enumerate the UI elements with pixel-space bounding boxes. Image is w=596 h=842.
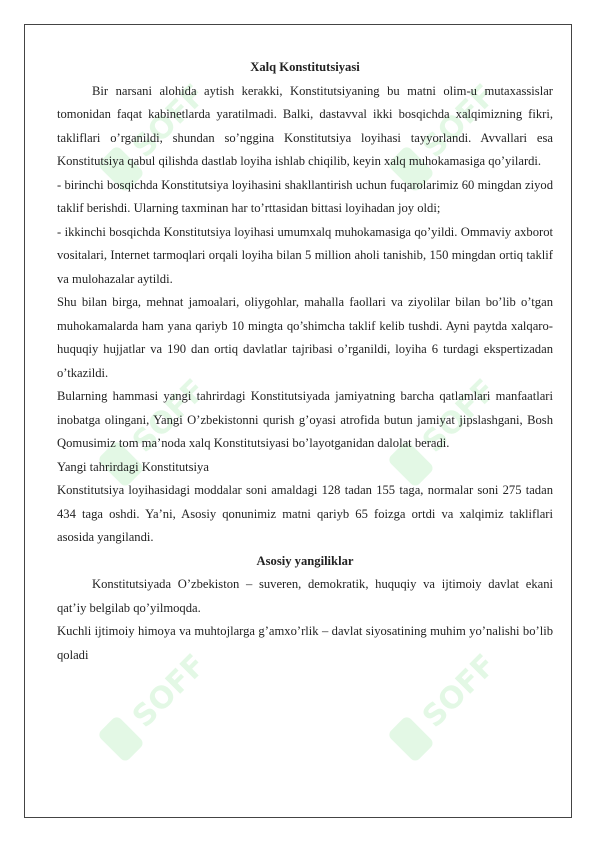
svg-text:SOFF: SOFF xyxy=(415,647,503,735)
paragraph-social-protection: Kuchli ijtimoiy himoya va muhtojlarga g’amxo’rlik – davlat siyosatining muhim yo’nalishi bo’lib qoladi xyxy=(57,624,553,662)
document-body xyxy=(57,56,553,667)
svg-text:SOFF: SOFF xyxy=(125,372,213,460)
paragraph-intro: Bir narsani alohida aytish kerakki, Konstitutsiyaning bu matni olim-u mutaxassislar tomonidan faqat kabinetlarda yaratilmadi. Balki, dastavval ikki bosqichda xalqimizning fikri, takliflari o’rganildi, shundan so’nggina Konstitutsiya loyihasi tayyorlandi. Avvallari esa Konstitutsiya qabul qilishda dastlab loyiha ishlab chiqilib, keyin xalq muhokamasiga qo’yilardi. xyxy=(57,83,553,168)
svg-text:SOFF: SOFF xyxy=(415,372,503,460)
svg-text:SOFF: SOFF xyxy=(415,77,503,165)
document-title: Xalq Konstitutsiyasi xyxy=(250,60,360,74)
paragraph-first-stage: - birinchi bosqichda Konstitutsiya loyihasini shakllantirish uchun fuqarolarimiz 60 mingdan ziyod taklif berishdi. Ularning taxminan har to’rttasidan bittasi loyihadan joy oldi; xyxy=(57,177,553,215)
paragraph-heading-line: Yangi tahrirdagi Konstitutsiya xyxy=(57,459,209,474)
paragraph-conclusion: Bularning hammasi yangi tahrirdagi Konstitutsiyada jamiyatning barcha qatlamlari manfaatlari inobatga olingani, Yangi O’zbekistonni qurish g’oyasi atrofida butun jamiyat jipslashgani, Bosh Qomusimiz tom ma’noda xalq Konstitutsiyasi bo’layotganidan dalolat beradi. xyxy=(57,389,553,450)
paragraph-second-stage: - ikkinchi bosqichda Konstitutsiya loyihasi umumxalq muhokamasiga qo’yildi. Ommaviy axborot vositalari, Internet tarmoqlari orqali loyiha bilan 5 million aholi tanishib, 150 mingdan ortiq taklif va mulohazalar aytildi. xyxy=(57,224,553,286)
svg-text:SOFF: SOFF xyxy=(125,77,213,165)
section-subtitle: Asosiy yangiliklar xyxy=(256,553,354,568)
paragraph-statistics: Konstitutsiya loyihasidagi moddalar soni amaldagi 128 tadan 155 taga, normalar soni 275 tadan 434 taga oshdi. Ya’ni, Asosiy qonunimiz matni qariyb 65 foizga ortdi va xalqimiz takliflari asosida yangilandi. xyxy=(57,483,553,544)
svg-text:SOFF: SOFF xyxy=(125,647,213,735)
paragraph-sovereign: Konstitutsiyada O’zbekiston – suveren, demokratik, huquqiy va ijtimoiy davlat ekani qat’iy belgilab qo’yilmoqda. xyxy=(57,577,553,615)
paragraph-discussions: Shu bilan birga, mehnat jamoalari, oliygohlar, mahalla faollari va ziyolilar bilan bo’lib o’tgan muhokamalarda ham yana qariyb 10 mingta qo’shimcha taklif kelib tushdi. Ayni paytda xalqaro-huquqiy hujjatlar va 190 dan ortiq davlatlar tajribasi o’rganildi, loyiha 6 turdagi ekspertizadan o’tkazildi. xyxy=(57,295,553,380)
